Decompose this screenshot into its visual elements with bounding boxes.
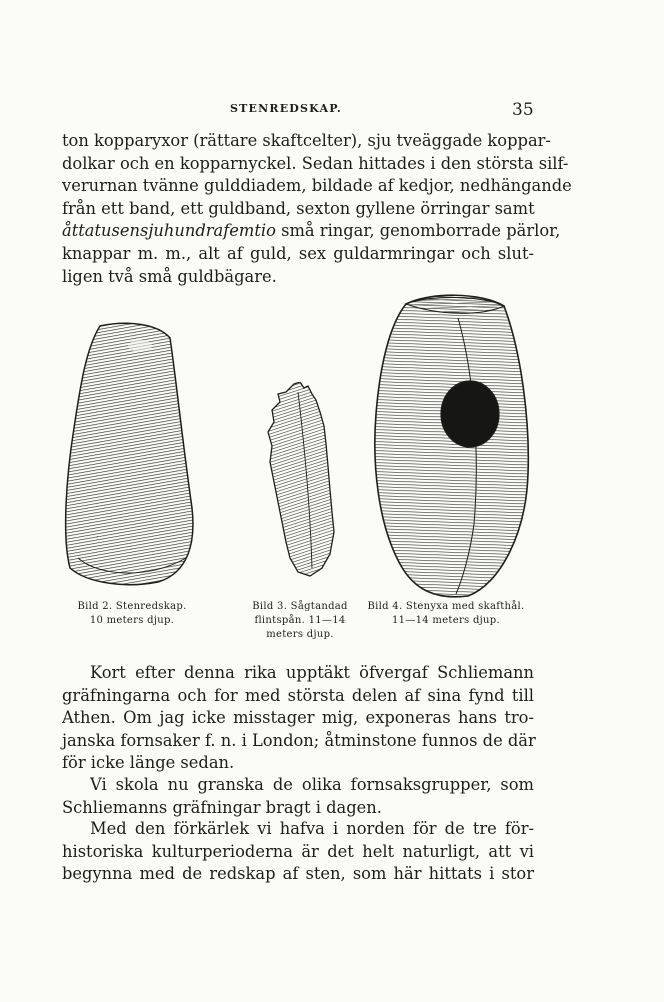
- text-line: dolkar och en kopparnyckel. Sedan hittades i den största silf-: [62, 153, 569, 173]
- paragraph-2: [62, 662, 534, 775]
- caption-line: Bild 3. Sågtandad: [252, 601, 348, 612]
- caption-line: flintspån. 11—14: [254, 615, 346, 626]
- text-fragment: små ringar, genomborrade pärlor,: [281, 221, 561, 241]
- flint-blade-illustration: [264, 382, 338, 578]
- running-head: STENREDSKAP.: [230, 102, 342, 115]
- text-line: Vi skola nu granska de olika fornsaksgrupper, som: [90, 775, 534, 794]
- text-line: [62, 220, 561, 243]
- text-line: historiska kulturperioderna är det helt naturligt, att vi: [62, 841, 534, 861]
- text-line: gräfningarna och for med största delen af sina fynd till: [62, 685, 534, 705]
- page-number: 35: [512, 100, 534, 120]
- text-line: janska fornsaker f. n. i London; åtminstone funnos de där: [62, 730, 536, 750]
- page-header: [0, 100, 664, 122]
- text-line: från ett band, ett guldband, sexton gyllene örringar samt: [62, 198, 535, 218]
- italic-number-word: åttatusensjuhundrafemtio: [62, 221, 276, 241]
- text-line: ton kopparyxor (rättare skaftcelter), sju tveäggade koppar-: [62, 131, 551, 150]
- text-line: Kort efter denna rika upptäkt öfvergaf Schliemann: [90, 663, 534, 682]
- caption-line: Bild 2. Stenredskap.: [77, 601, 187, 612]
- text-line: knappar m. m., alt af guld, sex guldarmringar och slut-: [62, 243, 534, 263]
- text-line: begynna med de redskap af sten, som här hittats i stor: [62, 864, 534, 884]
- figure-caption: [360, 600, 532, 628]
- paragraph-1: [62, 130, 572, 288]
- text-line: Athen. Om jag icke misstager mig, exponeras hans tro-: [62, 708, 534, 728]
- paragraph-4: [62, 818, 534, 886]
- text-line: Med den förkärlek vi hafva i norden för de tre för-: [90, 819, 534, 838]
- figure-caption: [238, 600, 362, 642]
- caption-line: Bild 4. Stenyxa med skafthål.: [367, 601, 525, 612]
- figure-caption: [70, 600, 194, 628]
- stone-tool-illustration: [58, 318, 198, 588]
- text-line: verurnan tvänne gulddiadem, bildade af kedjor, nedhängande: [62, 176, 572, 196]
- text-line: ligen två små guldbägare.: [62, 266, 277, 286]
- caption-line: 10 meters djup.: [89, 615, 175, 626]
- text-line: Schliemanns gräfningar bragt i dagen.: [62, 797, 382, 817]
- text-line: för icke länge sedan.: [62, 753, 235, 773]
- stone-axe-illustration: [370, 294, 532, 600]
- caption-line: meters djup.: [266, 629, 334, 640]
- caption-line: 11—14 meters djup.: [392, 615, 500, 626]
- paragraph-3: [62, 774, 534, 819]
